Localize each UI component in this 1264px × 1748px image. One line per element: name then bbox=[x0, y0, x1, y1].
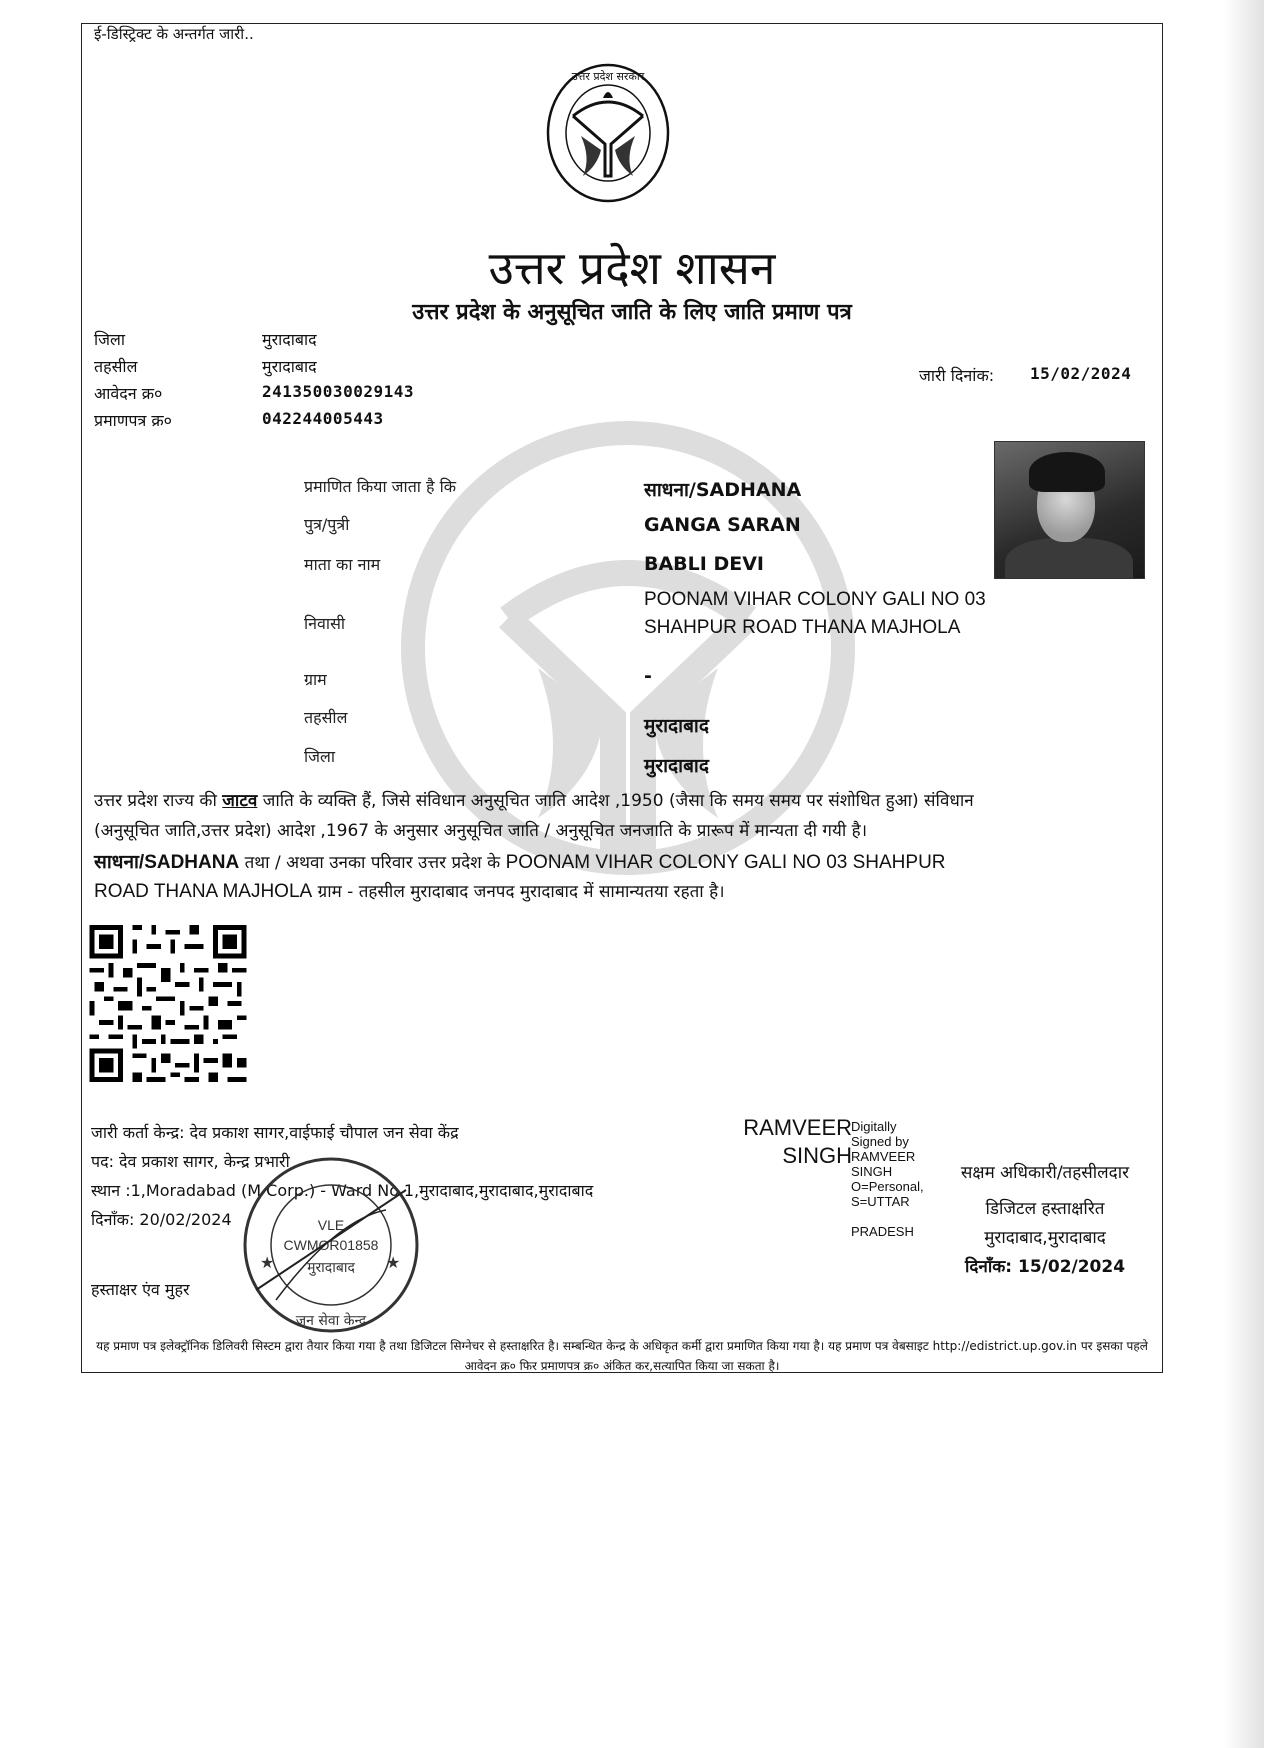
seal-star-right: ★ bbox=[386, 1253, 401, 1272]
signer-name-line2: SINGH bbox=[782, 1143, 852, 1168]
sig-line-5: O=Personal, bbox=[851, 1179, 924, 1194]
seal-top-text: जन सेवा केन्द्र bbox=[295, 1313, 367, 1329]
qr-code-icon bbox=[88, 925, 248, 1082]
tehsil-value: मुरादाबाद bbox=[262, 357, 317, 376]
issuer-post: पद: देव प्रकाश सागर, केन्द्र प्रभारी bbox=[91, 1152, 290, 1171]
sig-line-2: Signed by bbox=[851, 1134, 909, 1149]
sig-line-3: RAMVEER bbox=[851, 1149, 916, 1164]
mother-label: माता का नाम bbox=[304, 555, 381, 574]
certificate-label: प्रमाणपत्र क्र० bbox=[94, 411, 172, 430]
sig-line-1: Digitally bbox=[851, 1119, 897, 1134]
paragraph-line-4 bbox=[94, 879, 725, 903]
photo-hair bbox=[1029, 452, 1105, 492]
para-line4-post: ग्राम - तहसील मुरादाबाद जनपद मुरादाबाद में सामान्यतया रहता है। bbox=[312, 882, 725, 902]
signer-name bbox=[720, 1114, 852, 1170]
emblem-text: उत्तर प्रदेश सरकार bbox=[571, 70, 645, 83]
parent-label: पुत्र/पुत्री bbox=[304, 515, 350, 534]
sig-line-6: S=UTTAR bbox=[851, 1194, 910, 1209]
issuer-date: दिनाँक: 20/02/2024 bbox=[91, 1210, 232, 1229]
detail-tehsil-label: तहसील bbox=[304, 708, 348, 727]
authority-title: सक्षम अधिकारी/तहसीलदार bbox=[960, 1163, 1130, 1183]
signature-details bbox=[851, 1119, 924, 1239]
tehsil-label: तहसील bbox=[94, 357, 138, 376]
issuer-place: स्थान :1,Moradabad (M Corp.) - Ward No.1,मुरादाबाद,मुरादाबाद,मुरादाबाद bbox=[91, 1181, 594, 1200]
resident-label: निवासी bbox=[304, 614, 346, 633]
seal-place: मुरादाबाद bbox=[307, 1260, 355, 1276]
sig-line-8: PRADESH bbox=[851, 1224, 914, 1239]
issuer-centre: जारी कर्ता केन्द्र: देव प्रकाश सागर,वाईफाई चौपाल जन सेवा केंद्र bbox=[91, 1123, 459, 1142]
seal-code-2: CWMOR01858 bbox=[283, 1237, 379, 1253]
mother-name: BABLI DEVI bbox=[644, 553, 764, 575]
certify-label: प्रमाणित किया जाता है कि bbox=[304, 477, 457, 496]
authority-date: दिनाँक: 15/02/2024 bbox=[964, 1257, 1126, 1277]
page-title: उत्तर प्रदेश शासन bbox=[488, 241, 776, 295]
paragraph-line-3 bbox=[94, 848, 946, 874]
signer-name-line1: RAMVEER bbox=[743, 1115, 852, 1140]
village-value: - bbox=[644, 665, 652, 687]
para-name: साधना/SADHANA bbox=[94, 852, 240, 873]
seal-star-left: ★ bbox=[260, 1253, 275, 1272]
issuer-sign-label: हस्ताक्षर एंव मुहर bbox=[91, 1280, 190, 1299]
issue-date-label: जारी दिनांक: bbox=[919, 366, 995, 385]
page-subtitle: उत्तर प्रदेश के अनुसूचित जाति के लिए जाति प्रमाण पत्र bbox=[412, 300, 852, 325]
applicant-photo bbox=[994, 441, 1145, 579]
sig-line-4: SINGH bbox=[851, 1164, 893, 1179]
detail-district-label: जिला bbox=[304, 747, 336, 766]
district-value: मुरादाबाद bbox=[262, 330, 317, 349]
resident-address: POONAM VIHAR COLONY GALI NO 03 SHAHPUR ROAD THANA MAJHOLA bbox=[644, 589, 986, 638]
sig-line-7 bbox=[851, 1209, 924, 1224]
seal-stamp-icon bbox=[236, 1150, 426, 1340]
caste-name: जाटव bbox=[222, 791, 258, 811]
application-label: आवेदन क्र० bbox=[94, 384, 163, 403]
para-line3-mid: तथा / अथवा उनका परिवार उत्तर प्रदेश के bbox=[239, 853, 506, 873]
detail-district-value: मुरादाबाद bbox=[644, 755, 709, 777]
header-note: ई-डिस्ट्रिक्ट के अन्तर्गत जारी.. bbox=[94, 25, 254, 43]
paragraph-line-1 bbox=[94, 788, 974, 811]
para-line3-addr: POONAM VIHAR COLONY GALI NO 03 SHAHPUR bbox=[505, 852, 946, 873]
para-line1-post: जाति के व्यक्ति हैं, जिसे संविधान अनुसूचित जाति आदेश ,1950 (जैसा कि समय समय पर संशोधित हुआ) संविधान bbox=[257, 791, 974, 811]
photo-body bbox=[1005, 538, 1133, 579]
disclaimer-text: यह प्रमाण पत्र इलेक्ट्रॉनिक डिलिवरी सिस्टम द्वारा तैयार किया गया है तथा डिजिटल सिग्नेचर से हस्ताक्षरित है। सम्बन्धित केन्द्र के अधिकृत कर्मी द्वारा प्रमाणित किया गया है। यह प्रमाण पत्र वेबसाइट http://edistrict.up.gov.in पर इसका पहले आवेदन क्र० फिर प्रमाणपत्र क्र० अंकित कर,सत्यापित किया जा सकता है। bbox=[96, 1339, 1148, 1373]
application-value: 241350030029143 bbox=[262, 382, 414, 401]
parent-name: GANGA SARAN bbox=[644, 514, 801, 536]
authority-place: मुरादाबाद,मुरादाबाद bbox=[984, 1228, 1106, 1248]
up-government-emblem-icon bbox=[543, 58, 673, 208]
village-label: ग्राम bbox=[304, 670, 327, 689]
certificate-value: 042244005443 bbox=[262, 409, 384, 428]
issue-date-value: 15/02/2024 bbox=[1030, 364, 1132, 383]
paragraph-line-2: (अनुसूचित जाति,उत्तर प्रदेश) आदेश ,1967 के अनुसार अनुसूचित जाति / अनुसूचित जनजाति के प्रारूप में मान्यता दी गयी है। bbox=[94, 821, 868, 841]
para-line4-addr: ROAD THANA MAJHOLA bbox=[94, 881, 313, 902]
detail-tehsil-value: मुरादाबाद bbox=[644, 715, 709, 737]
para-line1-pre: उत्तर प्रदेश राज्य की bbox=[94, 791, 223, 811]
authority-digital: डिजिटल हस्ताक्षरित bbox=[985, 1199, 1105, 1219]
seal-code-1: VLE bbox=[317, 1217, 345, 1233]
district-label: जिला bbox=[94, 330, 126, 349]
applicant-name: साधना/SADHANA bbox=[644, 479, 802, 501]
